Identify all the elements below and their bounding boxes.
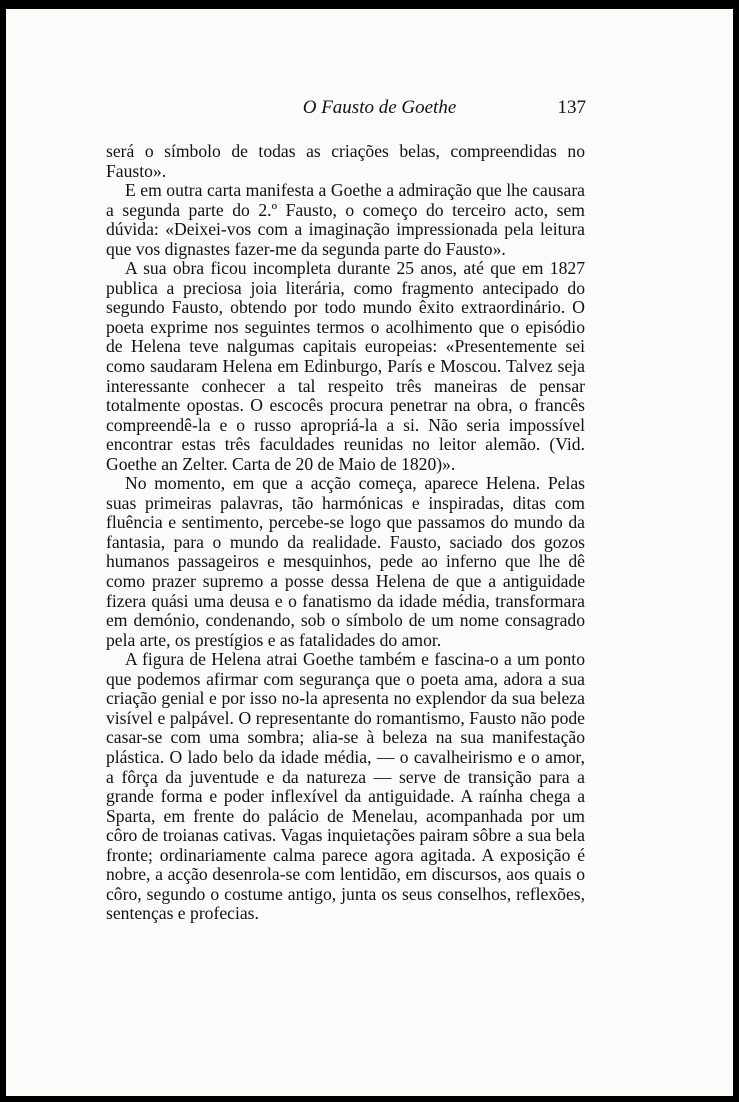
paragraph: E em outra carta manifesta a Goethe a admiração que lhe causara a segunda parte do 2.º Fausto, o começo do terceiro acto, sem dúvida: «Deixei-vos com a imaginação impressionada pela leitura que vos dignastes fazer-me da segunda parte do Fausto». <box>106 180 585 259</box>
page-header <box>6 97 733 127</box>
running-title: O Fausto de Goethe <box>302 97 457 118</box>
paragraph: será o símbolo de todas as criações belas, compreendidas no Fausto». <box>106 141 585 181</box>
book-page <box>6 9 733 1096</box>
body-text <box>106 142 585 924</box>
paragraph: No momento, em que a acção começa, aparece Helena. Pelas suas primeiras palavras, tão harmónicas e inspiradas, ditas com fluência e sentimento, percebe-se logo que passamos do mundo da fantasia, para o mundo da realidade. Fausto, saciado dos gozos humanos passageiros e mesquinhos, pede ao inferno que lhe dê como prazer supremo a posse dessa Helena de que a antiguidade fizera quási uma deusa e o fanatismo da idade média, transformara em demónio, condenando, sob o símbolo de um nome consagrado pela arte, os prestígios e as fatalidades do amor. <box>106 473 585 650</box>
page-number: 137 <box>557 97 586 118</box>
paragraph: A sua obra ficou incompleta durante 25 anos, até que em 1827 publica a preciosa joia literária, como fragmento antecipado do segundo Fausto, obtendo por todo mundo êxito extraordinário. O poeta exprime nos seguintes termos o acolhimento que o episódio de Helena teve nalgumas capitais europeias: «Presentemente sei como saudaram Helena em Edinburgo, París e Moscou. Talvez seja interessante conhecer a tal respeito três maneiras de pensar totalmente opostas. O escocês procura penetrar na obra, o francês compreendê-la e o russo apropriá-la a si. Não seria impossível encontrar estas três faculdades reunidas no leitor alemão. (Vid. Goethe an Zelter. Carta de 20 de Maio de 1820)». <box>106 258 585 474</box>
paragraph: A figura de Helena atrai Goethe também e fascina-o a um ponto que podemos afirmar com segurança que o poeta ama, adora a sua criação genial e por isso no-la apresenta no explendor da sua beleza visível e palpável. O representante do romantismo, Fausto não pode casar-se com uma sombra; alia-se à beleza na sua manifestação plástica. O lado belo da idade média, — o cavalheirismo e o amor, a fôrça da juventude e da natureza — serve de transição para a grande forma e poder inflexível da antiguidade. A raínha chega a Sparta, em frente do palácio de Menelau, acompanhada por um côro de troianas cativas. Vagas inquietações pairam sôbre a sua bela fronte; ordinariamente calma parece agora agitada. A exposição é nobre, a acção desenrola-se com lentidão, em discursos, aos quais o côro, segundo o costume antigo, junta os seus conselhos, reflexões, sentenças e profecias. <box>106 649 585 924</box>
